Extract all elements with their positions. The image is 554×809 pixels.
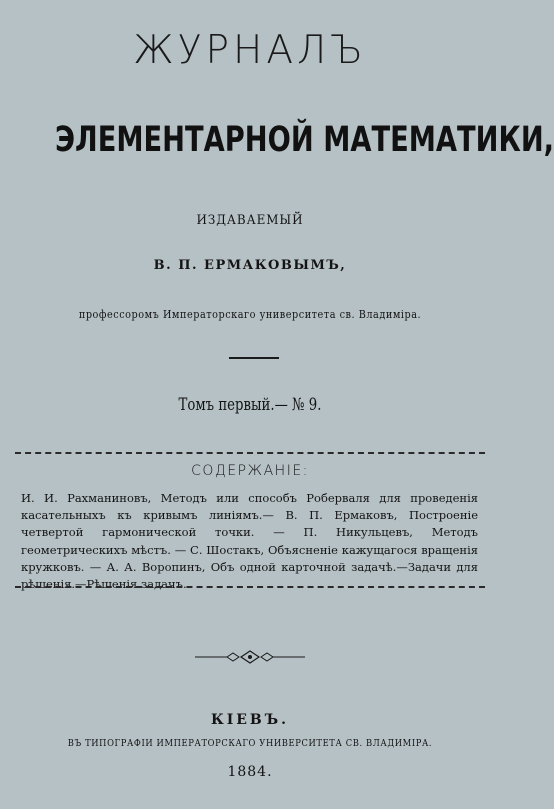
imprint-year: 1884.	[227, 764, 273, 780]
editor-position: профессоромъ Императорскаго университета св. Владиміра.	[78, 308, 422, 321]
contents-section	[15, 452, 485, 592]
contents-top-rule	[15, 452, 485, 454]
ornament-icon	[195, 649, 305, 665]
imprint-city: КІЕВЪ.	[210, 712, 290, 728]
editor-name: В. П. ЕРМАКОВЫМЪ,	[153, 258, 347, 273]
ornament-divider	[0, 649, 500, 665]
short-divider	[229, 357, 279, 359]
published-by: ИЗДАВАЕМЫЙ	[196, 213, 304, 228]
imprint-printer: ВЪ ТИПОГРАФІИ ИМПЕРАТОРСКАГО УНИВЕРСИТЕТА СВ. ВЛАДИМІРА.	[67, 738, 433, 749]
journal-word: ЖУРНАЛЪ	[133, 28, 367, 73]
contents-bottom-rule	[15, 586, 485, 588]
contents-heading: СОДЕРЖАНІЕ:	[191, 463, 309, 479]
issue-label: Томъ первый.— № 9.	[178, 395, 322, 415]
contents-text: И. И. Рахманиновъ, Методъ или способъ Роберваля для проведенія касательныхъ къ кривымъ линіямъ.— В. П. Ермаковъ, Построеніе четвертой гармонической точки. — П. Никульцевъ, Методъ геометрическихъ мѣстъ. — С. Шостакъ, Объясненіе кажущагося вращенія кружковъ. — А. А. Воропинъ, Объ одной карточной задачѣ.—Задачи для рѣшенія.—Рѣшенія задачъ.	[21, 491, 478, 592]
journal-title: ЭЛЕМЕНТАРНОЙ МАТЕМАТИКИ,	[55, 120, 554, 160]
